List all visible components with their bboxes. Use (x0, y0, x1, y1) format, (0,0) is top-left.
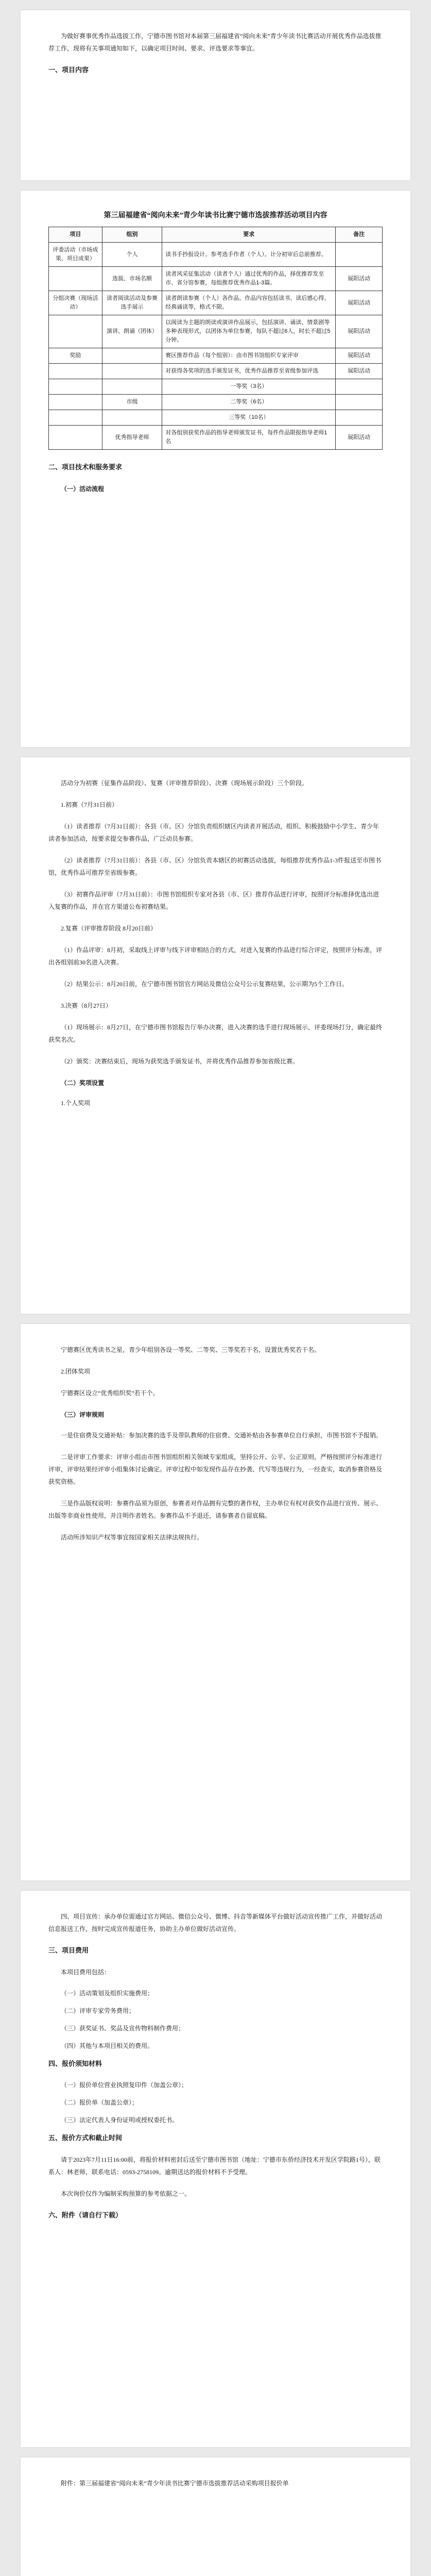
stage-1-item-3: （3）初赛作品评审（7月31日前）：市图书馆组织专家对各县（市、区）推荐作品进行评审，按照评分标准择优选出进入复赛的作品，并在官方渠道公布初赛结果。 (48, 891, 380, 910)
cell-requirement: 读者朗读参赛（个人）各作品。作品内容包括读书、读后感心得、经典诵读等，格式不限。 (162, 291, 336, 315)
cell-group: 优秀指导老师 (102, 426, 162, 450)
cell-note (336, 395, 383, 410)
document-page-4 (21, 1324, 410, 1880)
award-individual-detail: 宁德赛区优秀读书之星，青少年组别各设一等奖、二等奖、三等奖若干名，设置优秀奖若干名。 (61, 1346, 321, 1353)
cell-requirement: 读书手抄报设计。参考选手作者（个人）。计分初审后总前推荐。 (162, 243, 336, 267)
submission-paragraph: 请于2023年7月11日16:00前，将报价材料密封后送至宁德市图书馆（地址：宁德市东侨经济技术开发区学院路1号），联系人：林老师，联系电话：0593-2758109。逾期送达的报价材料不予受理。 (48, 2156, 381, 2176)
cell-group: 选拔、市场名额 (102, 267, 162, 291)
attachment-line[interactable]: 附件：第三届福建省“阅向未来”青少年读书比赛宁德市选拔推荐活动采购项目报价单 (61, 2480, 289, 2487)
material-item: （一）报价单位营业执照复印件（加盖公章）； (61, 2081, 188, 2089)
stage-3-item-2: （2）颁奖：决赛结束后，现场为获奖选手颁发证书，并将优秀作品推荐参加省级比赛。 (61, 1058, 299, 1065)
document-page-2 (21, 191, 410, 747)
cell-project (49, 267, 102, 291)
table-row (49, 291, 383, 315)
cell-note (336, 410, 383, 426)
stage-2-item-1: （1）作品评审：8月初，采取线上评审与线下评审相结合的方式，对进入复赛的作品进行综合评定，按照评分标准，评出各组别前30名进入决赛。 (48, 946, 383, 966)
cell-requirement: 赛区推荐作品（每个组别）：由市图书馆组织专家评审 (162, 348, 336, 364)
cost-intro: 本项目费用包括： (61, 1969, 111, 1976)
table-row (49, 426, 383, 450)
cell-group (102, 379, 162, 395)
rule-4: 活动所涉知识产权等事宜按国家相关法律法规执行。 (61, 1534, 203, 1541)
stage-3-item-1: （1）现场展示：8月27日，在宁德市图书馆报告厅举办决赛，进入决赛的选手进行现场展示，评委现场打分，确定最终获奖名次。 (48, 1024, 383, 1043)
table-row (49, 315, 383, 348)
rule-3: 三是作品版权说明：参赛作品须为原创，参赛者对作品拥有完整的著作权，主办单位有权对获奖作品进行宣传、展示、出版等非商业性使用，并注明作者姓名。参赛作品不予退还，请参赛者自留底稿。 (48, 1500, 383, 1519)
cell-note: 展阳活动 (336, 348, 383, 364)
document-page-3 (21, 757, 410, 1314)
stage-1-item-1: （1）读者推荐（7月31日前）：各县（市、区）分馆负责组织辖区内读者开展活动，组织、积极鼓励中小学生、青少年读者参加活动，按要求提交参赛作品，广泛动员参赛。 (48, 823, 380, 842)
col-header-project: 项目 (49, 227, 102, 243)
stage-2-item-2: （2）结果公示：8月20日前，在宁德市图书馆官方网站及微信公众号公示复赛结果，公示期为5个工作日。 (61, 980, 349, 988)
publicity-paragraph: 四、项目宣传：承办单位需通过官方网站、微信公众号、微博、抖音等新媒体平台做好活动宣传推广工作，并做好活动信息报送工作，按时完成宣传报道任务，协助主办单位做好活动宣传。 (48, 1913, 383, 1933)
document-page-1 (21, 10, 410, 180)
project-content-table (48, 227, 383, 450)
cell-note: 展阳活动 (336, 267, 383, 291)
cell-requirement: 对各组别获奖作品的指导老师颁发证书，每件作品限报指导老师1名 (162, 426, 336, 450)
subsection-2-heading: （二）奖项设置 (61, 1079, 105, 1087)
cell-project: 奖励 (49, 348, 102, 364)
stage-1-title: 1.初赛（7月31日前） (61, 801, 118, 808)
cell-project (49, 410, 102, 426)
cell-group: 读者阅读活动及参赛选手展示 (102, 291, 162, 315)
stage-1-item-2: （2）读者推荐（7月31日前）：各县（市、区）分馆负责本辖区的初赛活动选拔，每组推荐优秀作品1-3件报送至市图书馆，优秀作品可推荐至省级参赛。 (48, 857, 382, 876)
cell-requirement: 以阅读为主题的朗读或演讲作品展示，包括演讲、诵读、情景剧等多种表现形式，以团体为单位参赛，每队不超过6人，时长不超过5分钟。 (162, 315, 336, 348)
table-title: 第三届福建省“阅向未来”青少年读书比赛宁德市选拔推荐活动项目内容 (104, 212, 327, 219)
table-header-row (49, 227, 383, 243)
col-header-note: 备注 (336, 227, 383, 243)
table-row (49, 395, 383, 410)
cell-group (102, 348, 162, 364)
table-row (49, 379, 383, 395)
cell-group (102, 364, 162, 379)
section-1-heading: 一、项目内容 (48, 66, 89, 74)
section-6-heading[interactable]: 六、附件（请自行下载） (48, 2211, 123, 2219)
cost-item: （二）评审专家劳务费用； (61, 2007, 135, 2014)
table-row (49, 364, 383, 379)
cell-requirement: 二等奖（6名） (162, 395, 336, 410)
subsection-1-heading: （一）活动流程 (61, 485, 105, 493)
document-page-6 (21, 2458, 410, 2576)
table-row (49, 243, 383, 267)
cell-project (49, 315, 102, 348)
rule-1: 一是住宿费及交通补贴：参加决赛的选手及带队教师的住宿费、交通补贴由各参赛单位自行承担，市图书馆不予报销。 (61, 1432, 383, 1439)
cell-note: 展阳活动 (336, 426, 383, 450)
award-team-detail: 宁德赛区设立“优秀组织奖”若干个。 (61, 1389, 159, 1397)
cell-note (336, 379, 383, 395)
award-individual: 1.个人奖项 (61, 1099, 91, 1107)
stage-2-title: 2.复赛（评审推荐阶段 8月20日前） (61, 925, 157, 932)
cell-group: 市级 (102, 395, 162, 410)
cell-group: 个人 (102, 243, 162, 267)
section-4-heading: 四、报价须知材料 (48, 2060, 102, 2067)
section-3-heading: 三、项目费用 (48, 1946, 89, 1954)
table-row (49, 348, 383, 364)
cell-group (102, 410, 162, 426)
cell-project (49, 379, 102, 395)
stage-overview: 活动分为初赛（征集作品阶段）、复赛（评审推荐阶段）、决赛（现场展示阶段）三个阶段。 (61, 779, 308, 787)
cell-note: 展阳活动 (336, 315, 383, 348)
cell-project: 评委活动（市场成果、项目成果） (49, 243, 102, 267)
cell-note (336, 243, 383, 267)
cell-requirement: 三等奖（10名） (162, 410, 336, 426)
subsection-3-heading: （三）评审规则 (61, 1411, 105, 1418)
cell-note: 展阳活动 (336, 364, 383, 379)
material-item: （三）法定代表人身份证明或授权委托书。 (61, 2116, 179, 2124)
cell-project (49, 426, 102, 450)
cost-item: （四）其他与本项目相关的费用。 (61, 2042, 154, 2049)
cell-requirement: 读者风采征集活动（读者个人）通过优秀的作品，择优推荐发至市、省分馆参赛，每组推荐优秀作品1-3篇。 (162, 267, 336, 291)
rule-2: 二是评审工作要求：评审小组由市图书馆组织相关领域专家组成，坚持公开、公平、公正原则，严格按照评分标准进行评审，评审结果经评审小组集体讨论确定。评审过程中如发现作品存在抄袭、代写等违规行为，一经查实，取消参赛资格及获奖资格。 (48, 1453, 383, 1485)
section-5-heading: 五、报价方式和截止时间 (48, 2134, 123, 2142)
stage-3-title: 3.决赛（8月27日） (61, 1002, 112, 1009)
award-team-title: 2.团体奖项 (61, 1368, 91, 1375)
table-row (49, 410, 383, 426)
cell-requirement: 对获得各奖项的选手颁发证书，优秀作品推荐至省级参加评选 (162, 364, 336, 379)
cell-note: 展阳活动 (336, 291, 383, 315)
cell-project: 分组决赛（现场活动） (49, 291, 102, 315)
material-item: （二）报价单（加盖公章）； (61, 2099, 139, 2106)
cell-project (49, 364, 102, 379)
cost-item: （一）活动策划及组织实施费用； (61, 1990, 154, 1997)
col-header-requirement: 要求 (162, 227, 336, 243)
cost-item: （三）获奖证书、奖品及宣传物料制作费用； (61, 2025, 185, 2032)
cell-project (49, 395, 102, 410)
intro-paragraph: 为做好赛事优秀作品选拔工作，宁德市图书馆对本届第三届福建省“阅向未来”青少年读书比赛活动开展优秀作品选拔推荐工作，现将有关事项通知如下，以确定项目时间、要求、评选要求等事宜。 (48, 32, 382, 52)
section-2-heading: 二、项目技术和服务要求 (48, 463, 123, 471)
reference-note: 本次询价仅作为编制采购预算的参考依据之一。 (61, 2190, 191, 2197)
table-row (49, 267, 383, 291)
cell-group: 演讲、朗诵（团体） (102, 315, 162, 348)
col-header-group: 组别 (102, 227, 162, 243)
document-page-5 (21, 1891, 410, 2447)
cell-requirement: 一等奖（3名） (162, 379, 336, 395)
